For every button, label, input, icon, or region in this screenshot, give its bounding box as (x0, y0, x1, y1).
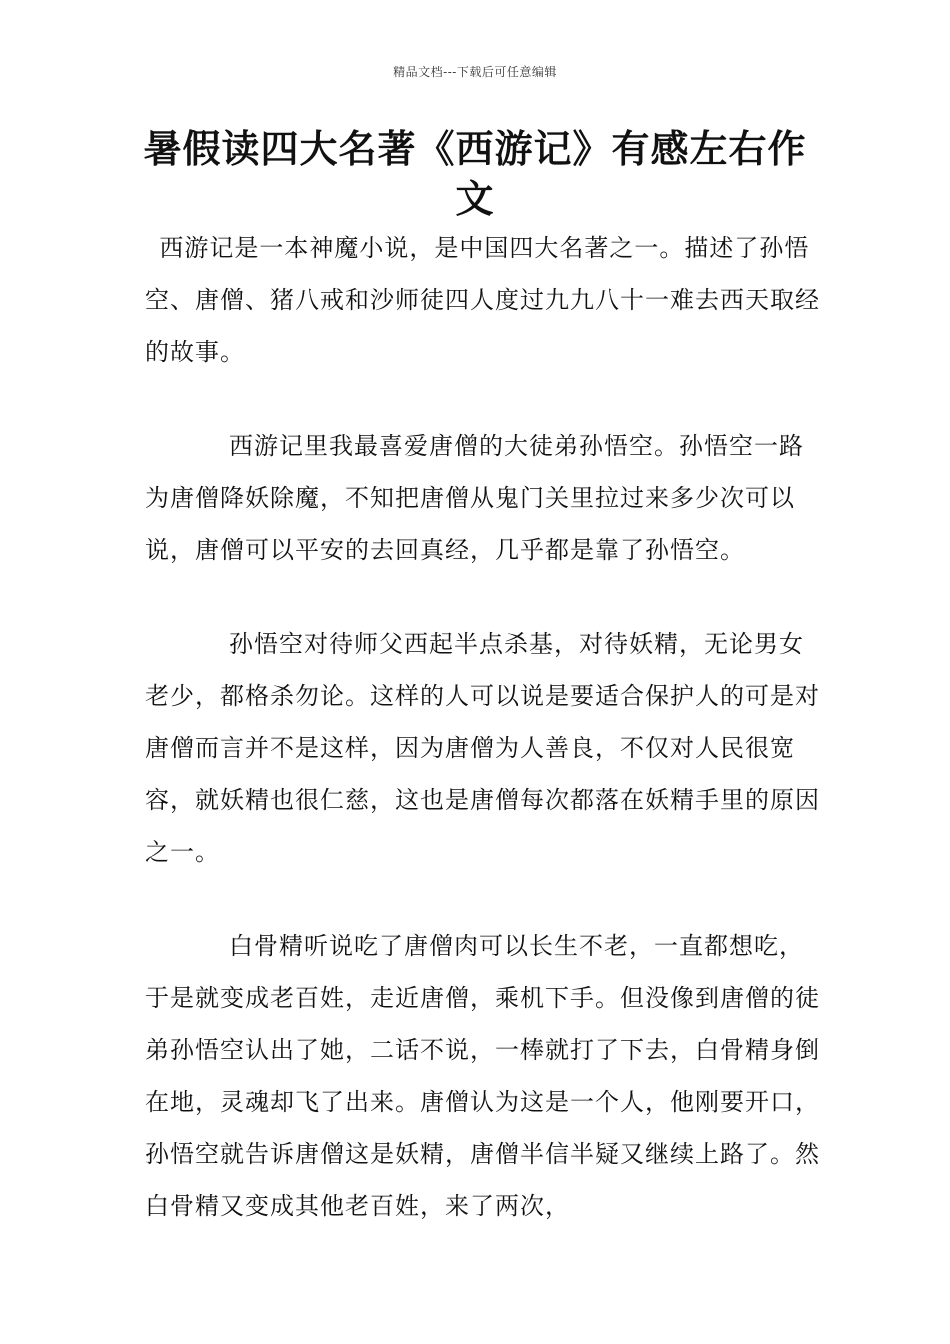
paragraph-2: 西游记里我最喜爱唐僧的大徒弟孙悟空。孙悟空一路为唐僧降妖除魔，不知把唐僧从鬼门关里拉过来多少次可以说，唐僧可以平安的去回真经，几乎都是靠了孙悟空。 (145, 432, 804, 564)
document-title: 暑假读四大名著《西游记》有感左右作文 (143, 127, 807, 221)
paragraph-gap (145, 878, 825, 920)
paragraph-4: 白骨精听说吃了唐僧肉可以长生不老，一直都想吃，于是就变成老百姓，走近唐僧，乘机下手。但没像到唐僧的徒弟孙悟空认出了她，二话不说，一棒就打了下去，白骨精身倒在地，灵魂却飞了出来。唐僧认为这是一个人，他刚要开口，孙悟空就告诉唐僧这是妖精，唐僧半信半疑又继续上路了。然白骨精又变成其他老百姓，来了两次， (145, 932, 820, 1220)
paragraph-1: 西游记是一本神魔小说，是中国四大名著之一。描述了孙悟空、唐僧、猪八戒和沙师徒四人度过九九八十一难去西天取经的故事。 (145, 234, 820, 366)
paragraph-3: 孙悟空对待师父西起半点杀基，对待妖精，无论男女老少，都格杀勿论。这样的人可以说是要适合保护人的可是对唐僧而言并不是这样，因为唐僧为人善良，不仅对人民很宽容，就妖精也很仁慈，这也是唐僧每次都落在妖精手里的原因之一。 (145, 630, 820, 866)
paragraph-gap (145, 378, 825, 420)
header-note: 精品文档---下载后可任意编辑 (393, 65, 557, 79)
document-body (145, 222, 825, 1232)
paragraph-gap (145, 576, 825, 618)
